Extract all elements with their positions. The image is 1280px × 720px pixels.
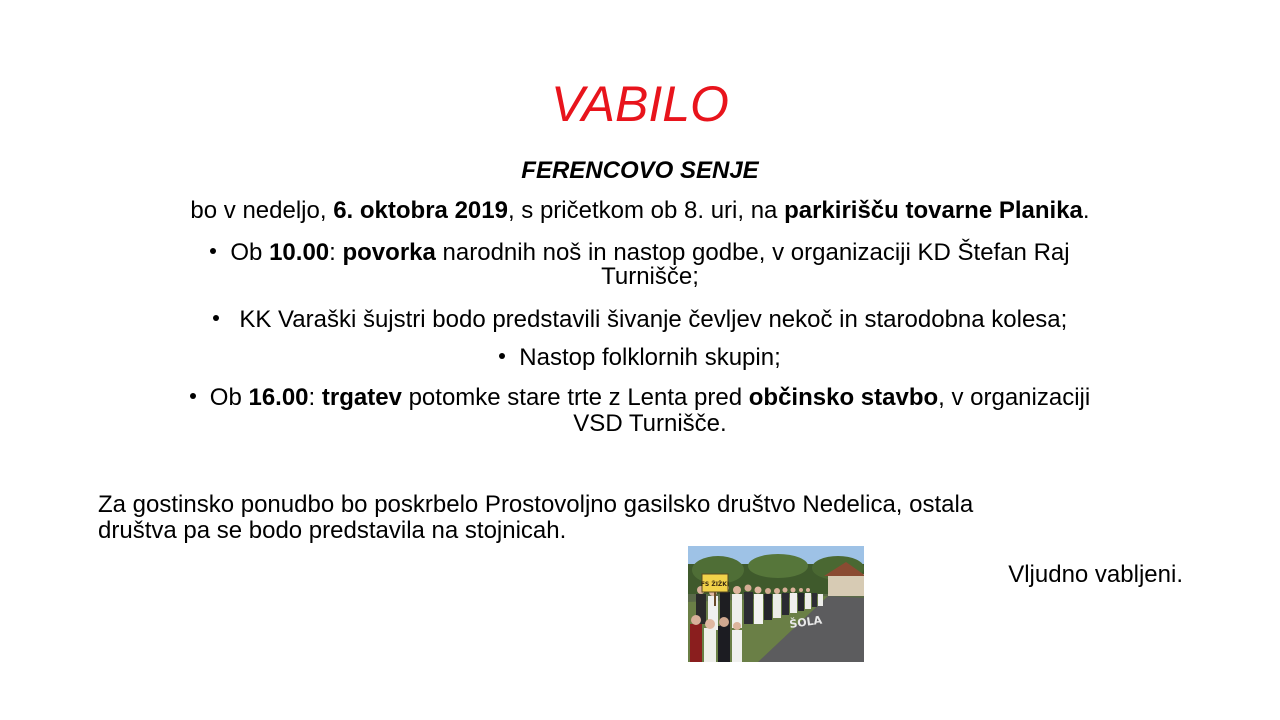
bullet-4-event: trgatev	[321, 384, 402, 411]
bullet-1-event: povorka	[342, 239, 436, 266]
event-name: FERENCOVO SENJE	[521, 157, 759, 184]
bullet-4-location: občinsko stavbo	[748, 384, 939, 411]
bullet-4-text-2: :	[308, 384, 322, 411]
bullet-1-text-1: Ob	[230, 239, 270, 266]
bullet-1-text-3: narodnih noš in nastop godbe, v organizaciji KD Štefan Raj	[435, 239, 1070, 266]
intro-text-1: bo v nedeljo,	[190, 197, 334, 224]
procession-photo-drawing	[688, 546, 864, 662]
bullet-icon	[190, 393, 196, 399]
bullet-2-text: KK Varaški šujstri bodo predstavili šivanje čevljev nekoč in starodobna kolesa;	[232, 306, 1068, 333]
bullet-1-time: 10.00	[269, 239, 330, 266]
bullet-4-time: 16.00	[248, 384, 309, 411]
road-marking-text: ŠOLA	[788, 613, 823, 631]
bullet-item-3	[0, 346, 1280, 370]
intro-date: 6. oktobra 2019	[333, 197, 508, 224]
bullet-4-text-3: potomke stare trte z Lenta pred	[401, 384, 749, 411]
photo-sign-text: FS ŽIŽKI	[700, 581, 730, 588]
catering-paragraph-line-1: Za gostinsko ponudbo bo poskrbelo Prostovoljno gasilsko društvo Nedelica, ostala	[98, 491, 974, 518]
procession-photo	[688, 546, 864, 662]
bullet-item-4	[0, 386, 1280, 410]
bullet-3-text: Nastop folklornih skupin;	[519, 344, 781, 371]
bullet-item-4-continuation: VSD Turnišče.	[573, 410, 727, 437]
bullet-item-1	[0, 241, 1280, 265]
intro-text-3: .	[1082, 197, 1090, 224]
intro-text-2: , s pričetkom ob 8. uri, na	[507, 197, 785, 224]
bullet-4-text-1: Ob	[209, 384, 249, 411]
closing-greeting: Vljudno vabljeni.	[1008, 561, 1183, 588]
bullet-icon	[499, 353, 505, 359]
bullet-1-text-2: :	[329, 239, 343, 266]
catering-paragraph-line-2: društva pa se bodo predstavila na stojnicah.	[98, 517, 567, 544]
intro-location: parkirišču tovarne Planika	[784, 197, 1083, 224]
invitation-title: VABILO	[551, 76, 729, 132]
bullet-item-2	[0, 308, 1280, 332]
bullet-item-1-continuation: Turnišče;	[601, 263, 699, 290]
intro-line	[0, 199, 1280, 223]
bullet-icon	[213, 315, 219, 321]
bullet-icon	[210, 248, 216, 254]
bullet-4-text-4: , v organizaciji	[938, 384, 1091, 411]
